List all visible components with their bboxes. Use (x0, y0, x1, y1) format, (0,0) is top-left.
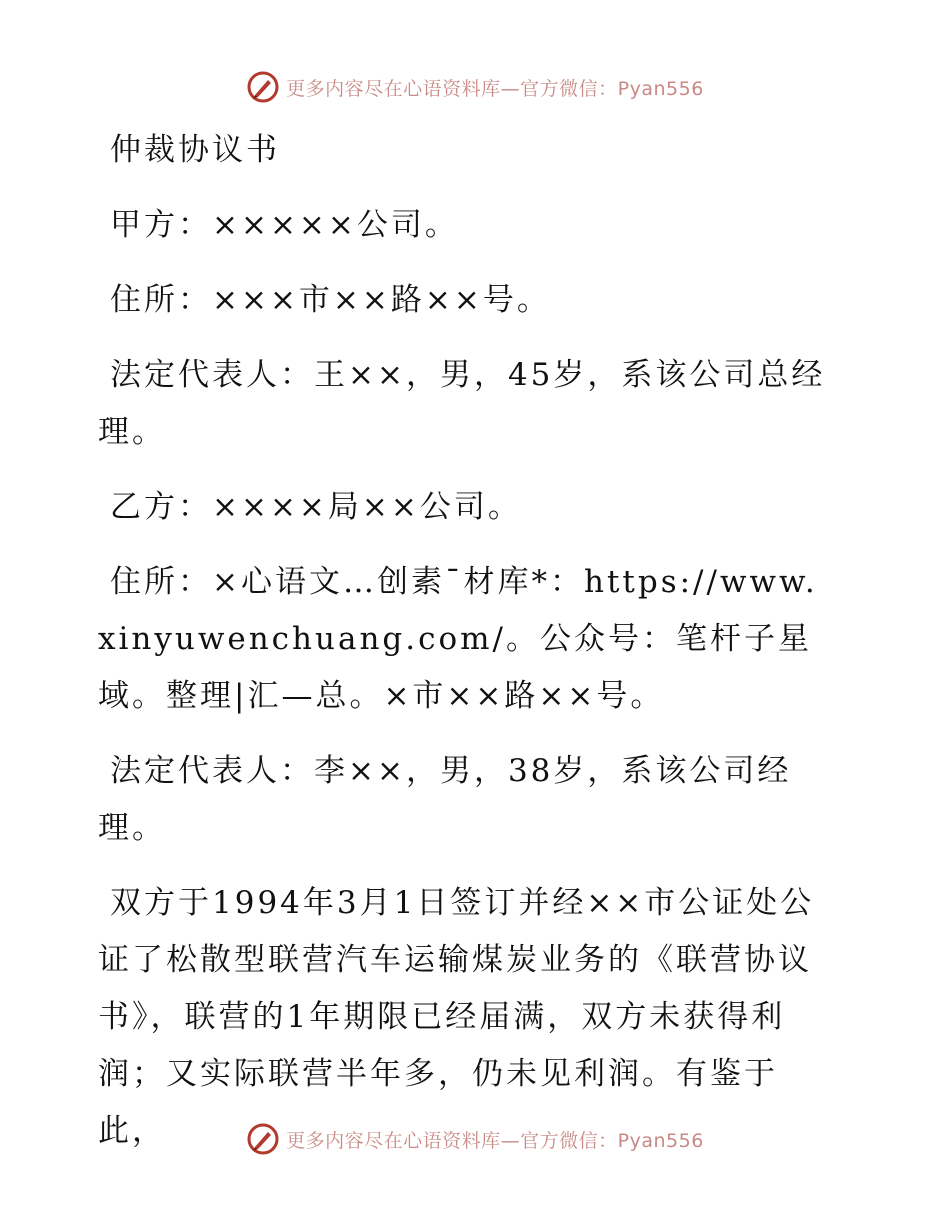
party-b-name: 乙方：××××局××公司。 (110, 489, 522, 525)
pen-logo-icon (246, 70, 280, 104)
header-watermark (0, 70, 950, 104)
party-a-representative: 法定代表人：王××，男，45岁，系该公司总经理。 (98, 357, 826, 450)
watermark-text: 更多内容尽在心语资料库—官方微信：Pyan556 (286, 77, 704, 100)
party-a-name: 甲方：×××××公司。 (110, 207, 459, 243)
party-b-address: 住所：×心语文…创素¯材库*：https://www.xinyuwenchuang.com/。公众号：笔杆子星域。整理|汇—总。×市××路××号。 (98, 564, 818, 714)
document-title: 仲裁协议书 (110, 132, 280, 168)
document-body (98, 122, 838, 1178)
watermark-text: 更多内容尽在心语资料库—官方微信：Pyan556 (286, 1129, 704, 1152)
pen-logo-icon (246, 1122, 280, 1156)
party-b-representative: 法定代表人：李××，男，38岁，系该公司经理。 (98, 753, 792, 846)
agreement-body-paragraph: 双方于1994年3月1日签订并经××市公证处公证了松散型联营汽车运输煤炭业务的《联营协议书》，联营的1年期限已经届满，双方未获得利润；又实际联营半年多，仍未见利润。有鉴于此， (98, 885, 815, 1149)
footer-watermark (0, 1122, 950, 1156)
party-a-address: 住所：×××市××路××号。 (110, 282, 551, 318)
